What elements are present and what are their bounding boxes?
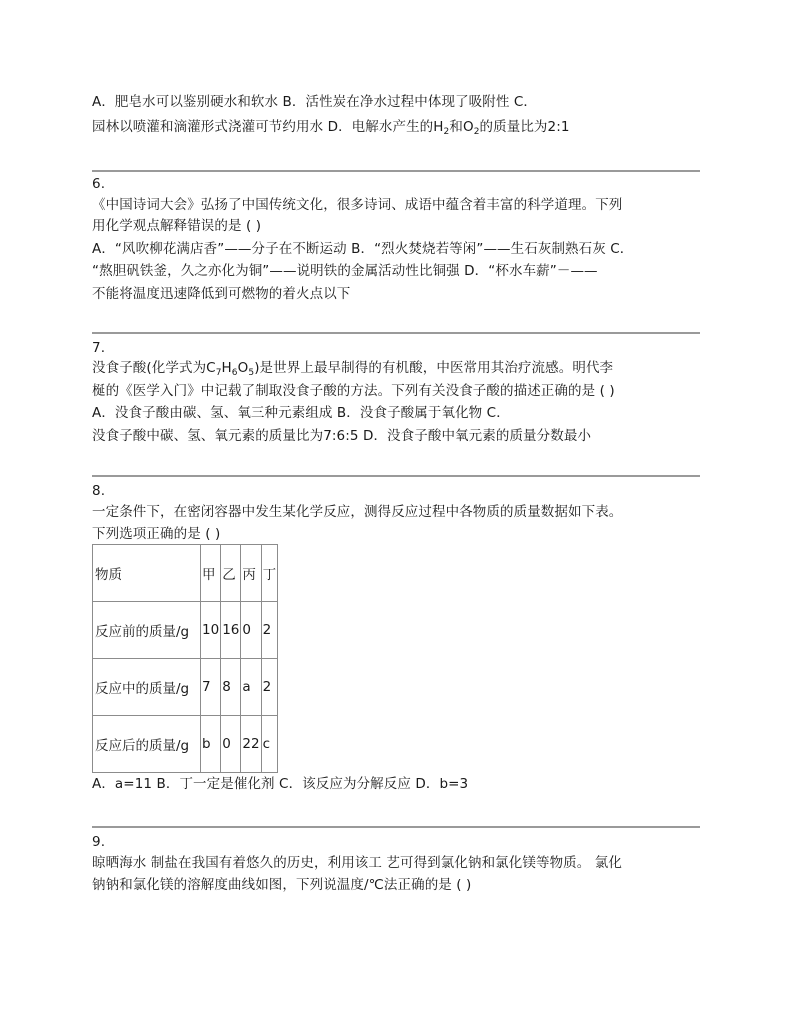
q9-stem-line-1: 晾晒海水 制盐在我国有着悠久的历史，利用该工 艺可得到氯化钠和氯化镁等物质。 氯化: [92, 855, 622, 871]
table-cell: c: [261, 716, 278, 773]
divider-rule: [92, 332, 700, 334]
q6-stem-line-2: 用化学观点解释错误的是 ( ): [92, 218, 262, 234]
table-cell: a: [241, 659, 261, 716]
table-cell: 2: [261, 602, 278, 659]
table-cell: 22: [241, 716, 261, 773]
table-cell: b: [201, 716, 221, 773]
table-cell: 反应后的质量/g: [93, 716, 201, 773]
table-cell: 8: [221, 659, 241, 716]
table-cell: 16: [221, 602, 241, 659]
divider-rule: [92, 475, 700, 477]
table-cell: 10: [201, 602, 221, 659]
q6-stem-line-1: 《中国诗词大会》弘扬了中国传统文化，很多诗词、成语中蕴含着丰富的科学道理。下列: [92, 197, 623, 213]
table-cell: 甲: [201, 545, 221, 602]
table-row: [93, 716, 278, 773]
q6-options-line-3: 不能将温度迅速降低到可燃物的着火点以下: [92, 286, 351, 302]
table-header-row: [93, 545, 278, 602]
table-cell: 7: [201, 659, 221, 716]
divider-rule: [92, 170, 700, 172]
question-number: 6.: [92, 176, 106, 192]
q8-stem-line-1: 一定条件下，在密闭容器中发生某化学反应，测得反应过程中各物质的质量数据如下表。: [92, 504, 623, 520]
table-cell: 丙: [241, 545, 261, 602]
question-number: 9.: [92, 834, 106, 850]
q9-stem-line-2: 钠钠和氯化镁的溶解度曲线如图，下列说温度/℃法正确的是 ( ): [92, 877, 472, 893]
table-cell: 反应前的质量/g: [93, 602, 201, 659]
mass-data-table: [92, 544, 278, 773]
q5-line-1: A．肥皂水可以鉴别硬水和软水 B．活性炭在净水过程中体现了吸附性 C．: [92, 94, 538, 110]
q7-options-line-1: A．没食子酸由碳、氢、氧三种元素组成 B．没食子酸属于氧化物 C．: [92, 405, 510, 421]
question-number: 7.: [92, 340, 106, 356]
table-cell: 0: [221, 716, 241, 773]
divider-rule: [92, 826, 700, 828]
table-cell: 反应中的质量/g: [93, 659, 201, 716]
table-cell: 乙: [221, 545, 241, 602]
table-cell: 物质: [93, 545, 201, 602]
q8-stem-line-2: 下列选项正确的是 ( ): [92, 526, 221, 542]
q7-stem-line-2: 梴的《医学入门》中记载了制取没食子酸的方法。下列有关没食子酸的描述正确的是 ( ): [92, 383, 615, 399]
question-number: 8.: [92, 483, 106, 499]
table-cell: 2: [261, 659, 278, 716]
table-row: [93, 659, 278, 716]
table-cell: 0: [241, 602, 261, 659]
q7-options-line-2: 没食子酸中碳、氢、氧元素的质量比为7:6:5 D．没食子酸中氧元素的质量分数最小: [92, 428, 592, 444]
table-row: [93, 602, 278, 659]
q6-options-line-1: A．“风吹柳花满店香”——分子在不断运动 B．“烈火焚烧若等闲”——生石灰制熟石灰 C．: [92, 241, 634, 257]
q6-options-line-2: “熬胆矾铁釜，久之亦化为铜”——说明铁的金属活动性比铜强 D．“杯水车薪”－——: [92, 263, 598, 279]
table-cell: 丁: [261, 545, 278, 602]
q5-line-2: 园林以喷灌和滴灌形式浇灌可节约用水 D．电解水产生的$H_2$和$O_2$的质量比为2:1: [92, 119, 570, 137]
q8-options: A．a=11 B．丁一定是催化剂 C．该反应为分解反应 D．b=3: [92, 776, 469, 792]
q7-stem-line-1: 没食子酸(化学式为$C_7H_6O_5$)是世界上最早制得的有机酸，中医常用其治疗流感。明代李: [92, 360, 614, 378]
